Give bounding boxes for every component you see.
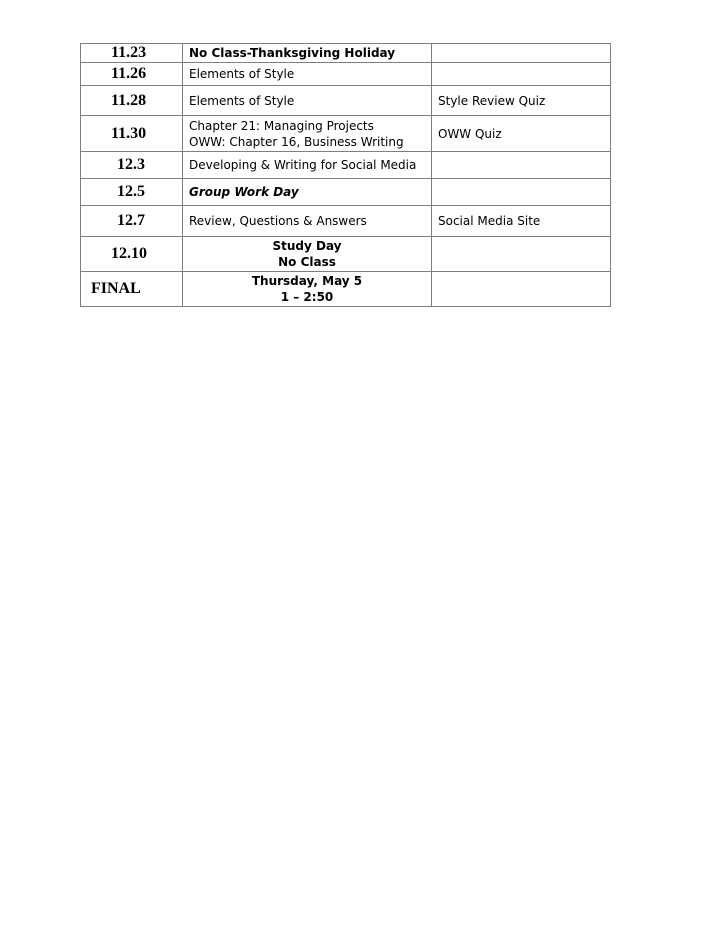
date-cell: 12.10 bbox=[81, 237, 183, 272]
date-cell: 12.5 bbox=[81, 179, 183, 206]
due-cell: Style Review Quiz bbox=[432, 86, 611, 116]
table-row bbox=[81, 206, 611, 237]
table-row bbox=[81, 237, 611, 272]
topic-line: Thursday, May 5 bbox=[251, 274, 363, 288]
table-row bbox=[81, 152, 611, 179]
topic-cell: Elements of Style bbox=[183, 86, 432, 116]
due-cell bbox=[432, 179, 611, 206]
due-cell bbox=[432, 237, 611, 272]
date-cell: FINAL bbox=[81, 272, 183, 307]
due-cell bbox=[432, 63, 611, 86]
topic-cell bbox=[183, 272, 432, 307]
topic-line: Chapter 21: Managing Projects bbox=[189, 118, 374, 133]
table-row bbox=[81, 116, 611, 152]
topic-cell: Group Work Day bbox=[183, 179, 432, 206]
date-cell: 11.28 bbox=[81, 86, 183, 116]
table-row bbox=[81, 63, 611, 86]
topic-line: 1 – 2:50 bbox=[280, 290, 334, 304]
due-cell bbox=[432, 152, 611, 179]
topic-cell: Developing & Writing for Social Media bbox=[183, 152, 432, 179]
schedule-table bbox=[80, 43, 611, 307]
table-row bbox=[81, 272, 611, 307]
date-cell: 12.7 bbox=[81, 206, 183, 237]
topic-cell: Elements of Style bbox=[183, 63, 432, 86]
topic-cell bbox=[183, 116, 432, 152]
topic-cell: Review, Questions & Answers bbox=[183, 206, 432, 237]
topic-cell bbox=[183, 237, 432, 272]
table-row bbox=[81, 179, 611, 206]
due-cell bbox=[432, 44, 611, 63]
date-cell: 11.26 bbox=[81, 63, 183, 86]
date-cell: 11.23 bbox=[81, 44, 183, 63]
topic-line: Study Day bbox=[272, 239, 342, 253]
topic-line: No Class bbox=[278, 255, 336, 269]
table-row bbox=[81, 86, 611, 116]
topic-line: OWW: Chapter 16, Business Writing bbox=[189, 134, 404, 149]
table-row bbox=[81, 44, 611, 63]
due-cell: Social Media Site bbox=[432, 206, 611, 237]
date-cell: 11.30 bbox=[81, 116, 183, 152]
topic-cell: No Class-Thanksgiving Holiday bbox=[183, 44, 432, 63]
date-cell: 12.3 bbox=[81, 152, 183, 179]
due-cell bbox=[432, 272, 611, 307]
due-cell: OWW Quiz bbox=[432, 116, 611, 152]
